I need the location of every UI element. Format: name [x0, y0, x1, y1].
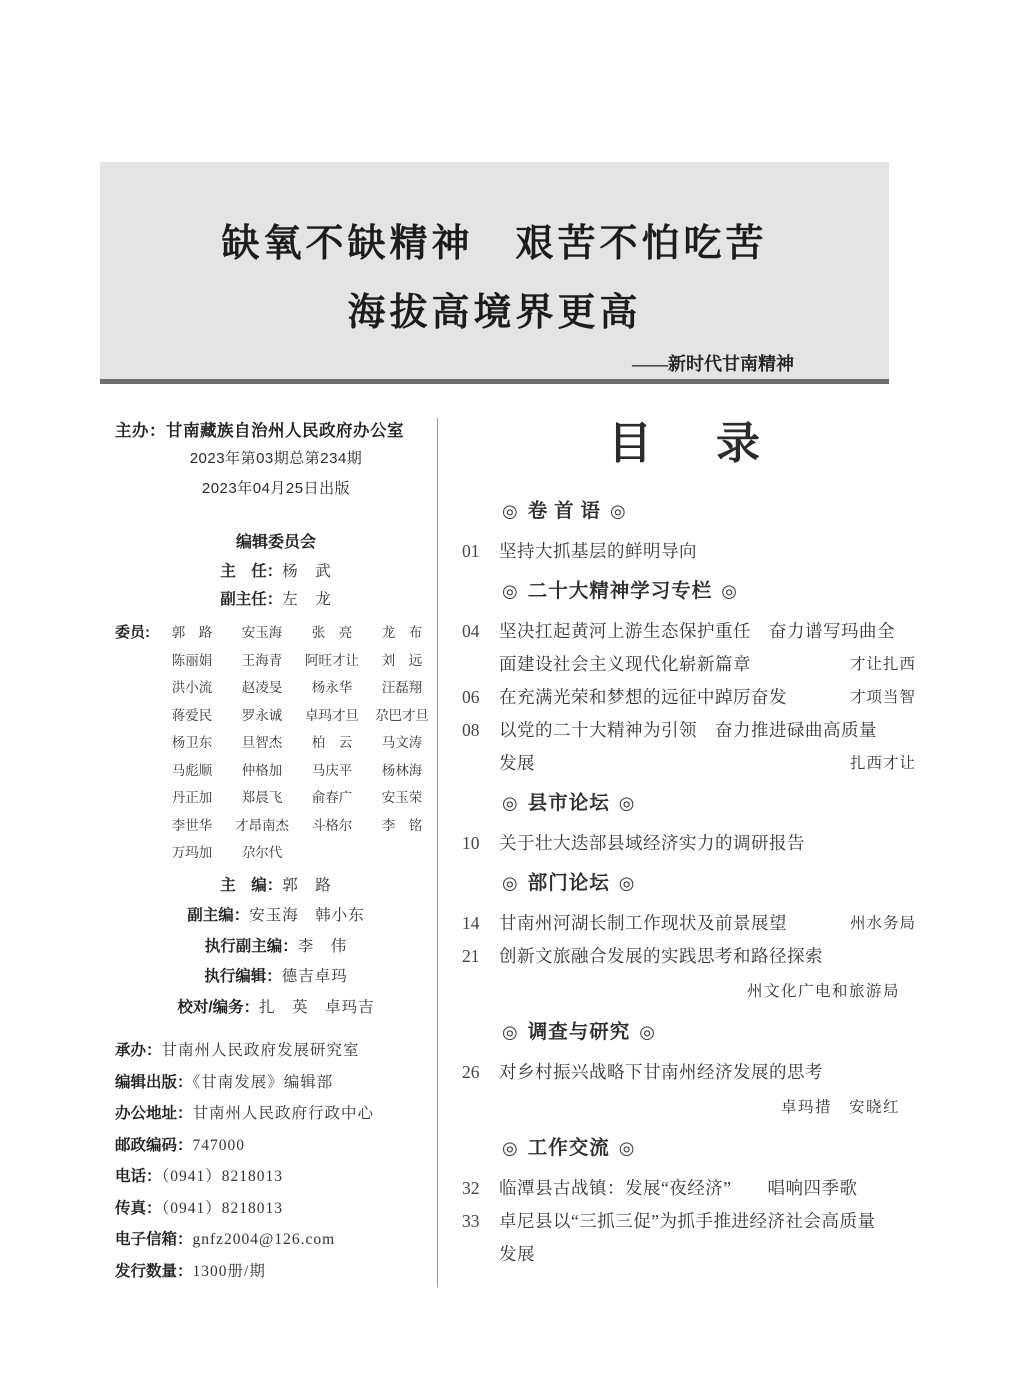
committee-member-name: 丹正加 — [171, 790, 213, 805]
committee-member-name: 马文涛 — [381, 735, 423, 750]
editorial-role-label: 执行副主编： — [204, 937, 298, 955]
committee-leader-label: 主 任： — [220, 563, 283, 580]
committee-member-name: 杨永华 — [311, 680, 353, 695]
toc-entry-line — [499, 681, 916, 714]
publication-detail-label: 电子信箱： — [115, 1231, 193, 1248]
toc-entry-line — [499, 907, 916, 940]
toc-entry-body — [499, 940, 916, 1009]
toc-entry-title: 甘南州河湖长制工作现状及前景展望 — [499, 913, 787, 933]
toc-entry — [462, 940, 916, 1009]
toc-list — [462, 494, 916, 1271]
toc-entry-body — [499, 1205, 916, 1271]
toc-entry-line — [499, 1056, 916, 1089]
toc-entry-line — [499, 1238, 916, 1271]
motto-line-1: 缺氧不缺精神 艰苦不怕吃苦 — [221, 223, 768, 265]
publication-detail — [115, 1193, 437, 1225]
toc-entry-page-number: 01 — [462, 541, 480, 561]
committee-member-name: 王海青 — [241, 652, 283, 668]
editorial-role-value: 扎 英 卓玛吉 — [259, 998, 375, 1016]
editorial-role-label: 主 编： — [220, 876, 283, 894]
toc-entry-page-number: 26 — [462, 1062, 480, 1082]
committee-member-name: 马庆平 — [311, 762, 353, 778]
toc-entry-page-number: 06 — [462, 687, 480, 707]
publication-detail-value: 甘南州人民政府发展研究室 — [161, 1042, 360, 1059]
committee-member-name: 陈丽娟 — [171, 652, 213, 668]
toc-entry-author: 才项当智 — [849, 689, 916, 706]
toc-entry-title: 在充满光荣和梦想的远征中踔厉奋发 — [499, 687, 787, 707]
toc-section-label: 二十大精神学习专栏 — [527, 581, 713, 602]
editorial-role — [115, 871, 437, 902]
toc-section-heading — [462, 1131, 916, 1166]
committee-member-name: 马彪顺 — [171, 762, 213, 778]
toc-title: 目 录 — [608, 419, 770, 468]
committee-member-name: 尕巴才旦 — [375, 707, 429, 723]
toc-entry-body — [499, 827, 916, 860]
committee-member-name: 万玛加 — [171, 845, 213, 860]
committee-member-name: 汪磊翔 — [381, 680, 423, 695]
toc-entry — [462, 681, 916, 714]
toc-entry-author: 扎西才让 — [849, 755, 916, 772]
publication-info-column — [115, 418, 437, 1287]
publication-detail-label: 办公地址： — [115, 1105, 193, 1122]
toc-entry-body — [499, 1172, 916, 1205]
committee-member-name: 张 亮 — [311, 625, 353, 640]
publication-detail-label: 传真： — [115, 1199, 162, 1217]
toc-section-label: 县市论坛 — [527, 793, 610, 814]
committee-member-name: 洪小流 — [171, 680, 213, 695]
banner-bottom-rule — [100, 379, 889, 384]
editorial-role — [115, 993, 437, 1024]
committee-members — [115, 619, 437, 867]
publication-detail-label: 电话： — [115, 1168, 162, 1185]
section-marker-icon: ◎ — [618, 793, 636, 813]
editorial-role-value: 李 伟 — [297, 937, 348, 955]
toc-section-heading — [462, 866, 916, 901]
editorial-role-value: 德吉卓玛 — [281, 968, 348, 985]
toc-entry — [462, 1172, 916, 1205]
section-marker-icon: ◎ — [502, 793, 519, 813]
committee-title: 编辑委员会 — [235, 534, 316, 551]
publication-detail-value: 747000 — [192, 1136, 246, 1154]
toc-entry-title: 创新文旅融合发展的实践思考和路径探索 — [499, 946, 823, 966]
section-marker-icon: ◎ — [502, 581, 519, 601]
toc-entry — [462, 907, 916, 940]
committee-member-name: 安玉海 — [241, 625, 283, 640]
organizer-label: 主办： — [115, 422, 166, 440]
committee-member-name: 郑晨飞 — [241, 790, 283, 805]
editorial-role-value: 安玉海 韩小东 — [249, 907, 365, 924]
committee-member-name: 杨卫东 — [171, 735, 213, 750]
toc-entry-body — [499, 1056, 916, 1125]
toc-entry — [462, 615, 916, 681]
section-marker-icon: ◎ — [609, 501, 627, 521]
section-marker-icon: ◎ — [721, 581, 738, 601]
publication-detail — [115, 1130, 437, 1162]
toc-section-label: 部门论坛 — [527, 873, 610, 894]
toc-entry-author: 才让扎西 — [849, 656, 916, 673]
committee-member-name: 刘 远 — [381, 652, 423, 668]
committee-leader — [115, 586, 437, 614]
editorial-role-label: 执行编辑： — [204, 968, 282, 985]
toc-entry-line — [499, 714, 916, 747]
motto-attribution: ——新时代甘南精神 — [632, 354, 794, 374]
publication-detail-value: 《甘南发展》编辑部 — [192, 1073, 334, 1091]
editorial-role-label: 副主编： — [187, 907, 250, 924]
editorial-role — [115, 901, 437, 932]
toc-section-heading — [462, 1015, 916, 1050]
committee-member-name: 蒋爱民 — [171, 707, 213, 723]
section-marker-icon: ◎ — [618, 1138, 636, 1158]
section-marker-icon: ◎ — [502, 501, 519, 521]
toc-entry-page-number: 10 — [462, 833, 480, 853]
committee-leader — [115, 558, 437, 586]
committee-member-name: 李 铭 — [381, 817, 423, 833]
toc-entry-page-number: 04 — [462, 621, 480, 641]
committee-member-name: 俞春广 — [311, 790, 353, 805]
committee-member-name: 仲格加 — [241, 762, 283, 778]
toc-section-heading — [462, 786, 916, 821]
publication-detail — [115, 1256, 437, 1288]
toc-entry-title: 坚决扛起黄河上游生态保护重任 奋力谱写玛曲全 — [499, 621, 895, 641]
section-marker-icon: ◎ — [502, 873, 519, 893]
toc-column — [438, 418, 916, 1287]
toc-entry-title: 卓尼县以“三抓三促”为抓手推进经济社会高质量 — [499, 1211, 876, 1231]
organizer-value: 甘南藏族自治州人民政府办公室 — [166, 422, 404, 440]
toc-entry-author: 卓玛措 安晓红 — [780, 1099, 900, 1116]
committee-member-name: 斗格尔 — [311, 817, 353, 833]
toc-entry-title-continued: 发展 — [499, 1244, 535, 1264]
toc-section-heading — [462, 494, 916, 529]
issue-number: 2023年第03期总第234期 — [189, 450, 363, 467]
page-content — [115, 418, 916, 1287]
committee-leader-value: 左 龙 — [282, 591, 332, 608]
toc-entry-page-number: 14 — [462, 913, 480, 933]
toc-entry-page-number: 08 — [462, 720, 480, 740]
toc-entry — [462, 535, 916, 568]
committee-leader-label: 副主任： — [220, 591, 283, 608]
publication-detail-value: 1300册/期 — [192, 1262, 266, 1280]
committee-member-name: 旦智杰 — [241, 735, 283, 750]
publication-detail-value: （0941）8218013 — [161, 1199, 284, 1217]
toc-entry-title: 以党的二十大精神为引领 奋力推进碌曲高质量 — [499, 720, 877, 740]
editorial-role — [115, 932, 437, 963]
toc-entry-line — [499, 648, 916, 681]
editorial-role-value: 郭 路 — [282, 876, 332, 894]
toc-entry-author: 州水务局 — [849, 915, 916, 932]
motto-banner — [100, 162, 889, 384]
committee-member-name: 郭 路 — [171, 625, 213, 640]
toc-entry — [462, 1205, 916, 1271]
toc-entry-title-continued: 面建设社会主义现代化崭新篇章 — [499, 654, 751, 674]
toc-section-label: 工作交流 — [527, 1138, 610, 1159]
toc-entry-body — [499, 615, 916, 681]
committee-member-name: 赵凌旻 — [241, 680, 283, 695]
members-label: 委员: — [115, 624, 150, 641]
publication-detail — [115, 1161, 437, 1193]
motto-line-2: 海拔高境界更高 — [347, 292, 642, 334]
publication-detail-label: 编辑出版： — [115, 1073, 193, 1091]
toc-entry-line — [499, 747, 916, 780]
toc-section-label: 调查与研究 — [527, 1022, 631, 1043]
toc-entry — [462, 1056, 916, 1125]
toc-entry-body — [499, 907, 916, 940]
toc-entry-page-number: 32 — [462, 1178, 480, 1198]
committee-leader-value: 杨 武 — [282, 563, 332, 580]
committee-member-name: 罗永诚 — [241, 707, 283, 723]
toc-entry-line — [499, 827, 916, 860]
publication-detail — [115, 1098, 437, 1130]
section-marker-icon: ◎ — [618, 873, 636, 893]
committee-member-name: 李世华 — [171, 817, 213, 833]
publication-detail — [115, 1067, 437, 1099]
publication-detail-label: 邮政编码： — [115, 1136, 193, 1154]
toc-entry-title: 关于壮大迭部县域经济实力的调研报告 — [499, 833, 805, 853]
toc-entry-title: 临潭县古战镇：发展“夜经济” 唱响四季歌 — [499, 1178, 858, 1198]
publication-detail — [115, 1224, 437, 1256]
toc-entry-page-number: 33 — [462, 1211, 480, 1231]
toc-entry-line — [499, 535, 916, 568]
toc-entry-body — [499, 714, 916, 780]
committee-member-name: 杨林海 — [381, 762, 423, 778]
publication-detail-label: 发行数量： — [115, 1262, 193, 1280]
section-marker-icon: ◎ — [502, 1138, 519, 1158]
publication-details — [115, 1035, 437, 1287]
toc-entry-page-number: 21 — [462, 946, 480, 966]
publication-detail-value: （0941）8218013 — [161, 1168, 284, 1185]
organizer-line — [115, 418, 437, 444]
section-marker-icon: ◎ — [639, 1022, 656, 1042]
editorial-roles — [115, 871, 437, 1024]
committee-member-name: 安玉荣 — [381, 790, 423, 805]
committee-member-name: 阿旺才让 — [305, 652, 359, 668]
toc-entry-body — [499, 535, 916, 568]
toc-entry-line — [499, 615, 916, 648]
toc-entry-line — [499, 1172, 916, 1205]
toc-entry-line — [499, 940, 916, 973]
toc-entry-line — [499, 1205, 916, 1238]
toc-entry-body — [499, 681, 916, 714]
committee-member-name: 才昂南杰 — [235, 817, 289, 833]
publish-date: 2023年04月25日出版 — [201, 480, 351, 497]
toc-section-label: 卷 首 语 — [527, 501, 601, 522]
publication-detail — [115, 1035, 437, 1067]
members-grid — [157, 619, 437, 867]
toc-section-heading — [462, 574, 916, 609]
toc-entry-title: 对乡村振兴战略下甘南州经济发展的思考 — [499, 1062, 823, 1082]
committee-member-name: 尕尔代 — [241, 845, 283, 860]
committee-member-name: 柏 云 — [311, 735, 353, 750]
toc-entry-title-continued: 发展 — [499, 753, 535, 773]
publication-detail-value: 甘南州人民政府行政中心 — [192, 1105, 375, 1122]
committee-member-name: 卓玛才旦 — [305, 707, 359, 723]
toc-entry — [462, 827, 916, 860]
toc-entry — [462, 714, 916, 780]
publication-detail-value: gnfz2004@126.com — [192, 1231, 336, 1248]
editorial-role — [115, 962, 437, 993]
committee-member-name: 龙 布 — [381, 625, 423, 640]
editorial-role-label: 校对/编务： — [177, 998, 260, 1016]
publication-detail-label: 承办： — [115, 1042, 162, 1059]
toc-entry-title: 坚持大抓基层的鲜明导向 — [499, 541, 697, 561]
toc-entry-author: 州文化广电和旅游局 — [746, 983, 900, 1000]
committee-leaders — [115, 558, 437, 614]
section-marker-icon: ◎ — [502, 1022, 519, 1042]
